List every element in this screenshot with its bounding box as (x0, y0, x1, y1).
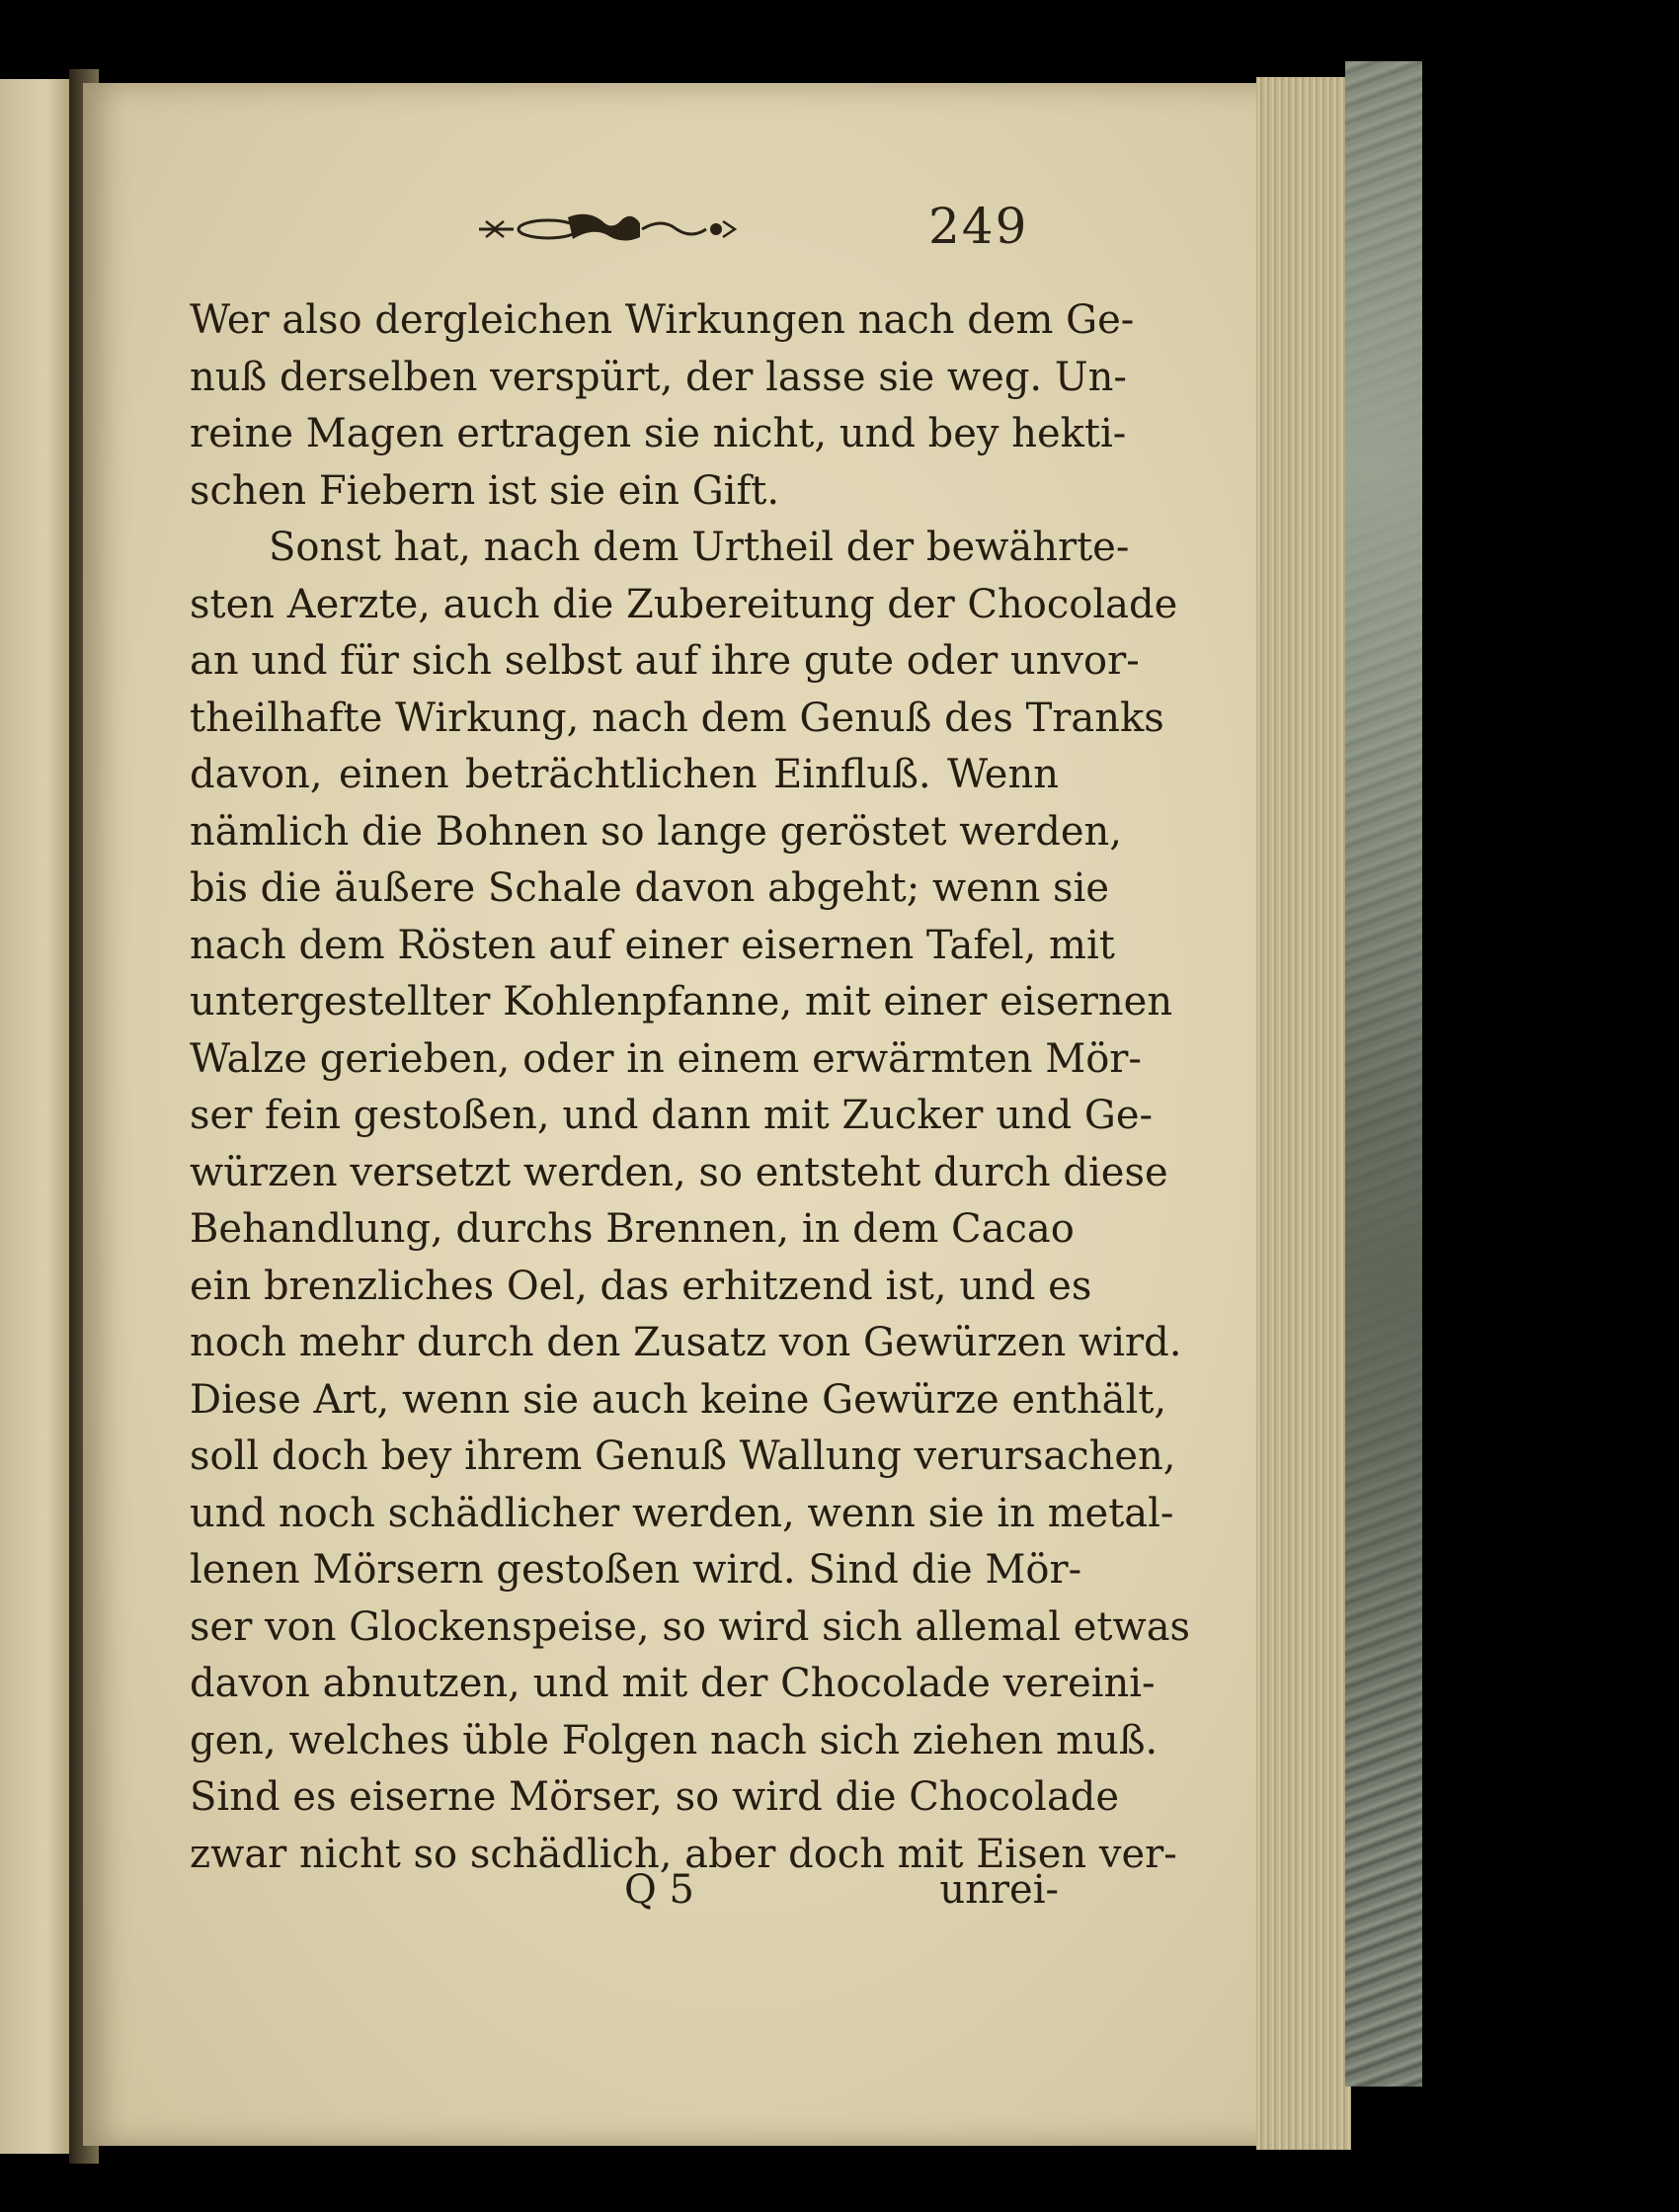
body-text (190, 292, 1191, 1883)
text-line: und noch schädlicher werden, wenn sie in metal- (190, 1490, 1174, 1536)
facing-page-edge (0, 79, 77, 2154)
text-line: Wer also dergleichen Wirkungen nach dem Ge- (190, 297, 1135, 343)
text-line: untergestellter Kohlenpfanne, mit einer eisernen (190, 979, 1173, 1024)
text-line: gen, welches üble Folgen nach sich ziehen muß. (190, 1717, 1159, 1763)
text-line: reine Magen ertragen sie nicht, und bey hekti- (190, 411, 1127, 456)
text-line: Sonst hat, nach dem Urtheil der bewährte- (269, 525, 1130, 570)
text-line: theilhafte Wirkung, nach dem Genuß des Tranks (190, 695, 1164, 741)
text-line: davon, einen beträchtlichen Einfluß. Wenn (190, 752, 1059, 797)
catchword: unrei- (939, 1867, 1059, 1913)
page-block-edges (1256, 77, 1351, 2150)
marbled-cover-board (1345, 61, 1422, 2087)
text-line: Sind es eiserne Mörser, so wird die Chocolade (190, 1774, 1120, 1820)
text-line: schen Fiebern ist sie ein Gift. (190, 467, 780, 514)
text-line: zwar nicht so schädlich, aber doch mit Eisen ver- (190, 1831, 1177, 1877)
text-line: an und für sich selbst auf ihre gute oder unvor- (190, 638, 1140, 684)
text-line: sten Aerzte, auch die Zubereitung der Chocolade (190, 581, 1178, 627)
page-footer (190, 1867, 1059, 1926)
text-line: ser fein gestoßen, und dann mit Zucker und Ge- (190, 1093, 1154, 1138)
text-line: bis die äußere Schale davon abgeht; wenn sie (190, 865, 1110, 911)
decorative-ornament-icon (474, 209, 741, 249)
text-line: Behandlung, durchs Brennen, in dem Cacao (190, 1206, 1075, 1252)
text-line: Diese Art, wenn sie auch keine Gewürze enthält, (190, 1376, 1167, 1423)
text-line: lenen Mörsern gestoßen wird. Sind die Mör- (190, 1547, 1082, 1593)
text-line: soll doch bey ihrem Genuß Wallung verursachen, (190, 1434, 1176, 1479)
text-line: Walze gerieben, oder in einem erwärmten Mör- (190, 1035, 1142, 1082)
text-line: noch mehr durch den Zusatz von Gewürzen wird. (190, 1320, 1182, 1365)
text-line: nämlich die Bohnen so lange geröstet werden, (190, 808, 1122, 855)
text-line: ser von Glockenspeise, so wird sich allemal etwas (190, 1603, 1191, 1650)
text-line: nuß derselben verspürt, der lasse sie weg. Un- (190, 354, 1127, 400)
text-line: ein brenzliches Oel, das erhitzend ist, und es (190, 1263, 1092, 1309)
text-line: würzen versetzt werden, so entsteht durch diese (190, 1149, 1168, 1195)
page-number: 249 (928, 198, 1029, 255)
text-line: davon abnutzen, und mit der Chocolade vereini- (190, 1661, 1156, 1706)
text-line: nach dem Rösten auf einer eisernen Tafel, mit (190, 922, 1115, 968)
signature-mark: Q 5 (624, 1867, 694, 1913)
page-header (474, 198, 1047, 267)
